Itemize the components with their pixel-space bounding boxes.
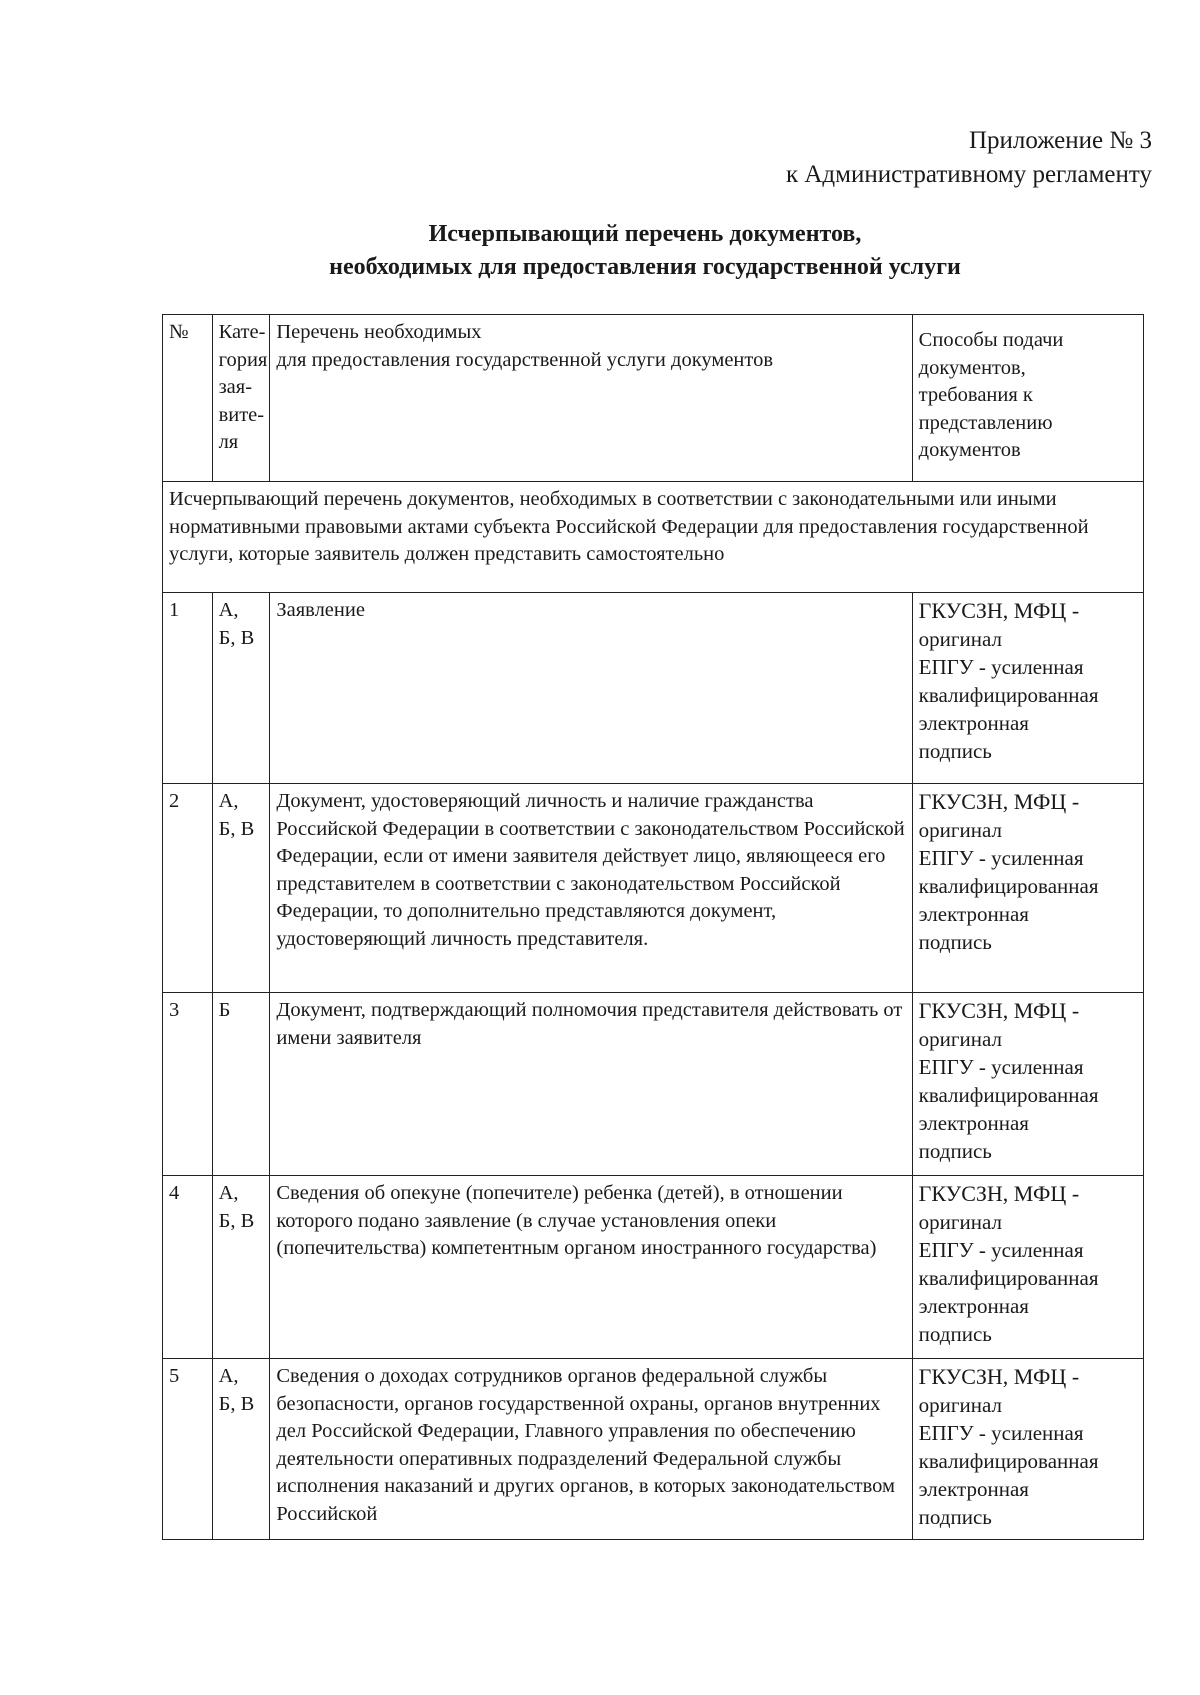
table-row	[163, 1176, 1144, 1359]
title-line-2: необходимых для предоставления государственной услуги	[329, 254, 961, 280]
row-ways	[912, 784, 1143, 993]
table-row	[163, 993, 1144, 1176]
row-num: 2	[163, 784, 213, 993]
document-title	[0, 218, 1200, 284]
table-row	[163, 784, 1144, 993]
row-ways-line1: ГКУСЗН, МФЦ -	[918, 789, 1080, 814]
appendix-number: Приложение № 3	[968, 127, 1152, 154]
row-num: 3	[163, 993, 213, 1176]
row-ways-rest: оригинал ЕПГУ - усиленная квалифицированная электронная подпись	[918, 1393, 1099, 1529]
row-ways-rest: оригинал ЕПГУ - усиленная квалифицированная электронная подпись	[918, 1027, 1099, 1163]
row-ways-rest: оригинал ЕПГУ - усиленная квалифицированная электронная подпись	[918, 1210, 1099, 1346]
header-category: Кате- гория зая- вите- ля	[212, 315, 270, 482]
table-header-row	[163, 315, 1144, 482]
section-row	[163, 482, 1144, 593]
row-category: А, Б, В	[212, 784, 270, 993]
row-ways-line1: ГКУСЗН, МФЦ -	[918, 1181, 1080, 1206]
title-line-1: Исчерпывающий перечень документов,	[428, 221, 862, 247]
row-document: Документ, подтверждающий полномочия представителя действовать от имени заявителя	[270, 993, 912, 1176]
row-category: А, Б, В	[212, 1359, 270, 1540]
row-document: Заявление	[270, 593, 912, 784]
row-ways-line1: ГКУСЗН, МФЦ -	[918, 998, 1080, 1023]
row-document: Сведения о доходах сотрудников органов федеральной службы безопасности, органов государственной охраны, органов внутренних дел Российской Федерации, Главного управления по обеспечению деятельности оперативных подразделений Федеральной службы исполнения наказаний и других органов, в которых законодательством Российской	[270, 1359, 912, 1540]
row-ways-line1: ГКУСЗН, МФЦ -	[918, 1364, 1080, 1389]
row-category: А, Б, В	[212, 593, 270, 784]
row-num: 5	[163, 1359, 213, 1540]
row-ways	[912, 1359, 1143, 1540]
documents-table	[162, 314, 1144, 1540]
row-ways-line1: ГКУСЗН, МФЦ -	[918, 598, 1080, 623]
row-category: А, Б, В	[212, 1176, 270, 1359]
row-category: Б	[212, 993, 270, 1176]
row-num: 1	[163, 593, 213, 784]
row-document: Сведения об опекуне (попечителе) ребенка (детей), в отношении которого подано заявление (в случае установления опеки (попечительства) компетентным органом иностранного государства)	[270, 1176, 912, 1359]
header-num: №	[163, 315, 213, 482]
appendix-header	[786, 124, 1152, 192]
row-ways	[912, 593, 1143, 784]
appendix-reference: к Административному регламенту	[785, 161, 1152, 188]
row-ways	[912, 1176, 1143, 1359]
header-documents: Перечень необходимых для предоставления государственной услуги документов	[270, 315, 912, 482]
header-ways: Способы подачи документов, требования к представлению документов	[912, 315, 1143, 482]
section-caption: Исчерпывающий перечень документов, необходимых в соответствии с законодательными или иными нормативными правовыми актами субъекта Российской Федерации для предоставления государственной услуги, которые заявитель должен представить самостоятельно	[163, 482, 1144, 593]
table-row	[163, 1359, 1144, 1540]
row-ways	[912, 993, 1143, 1176]
row-document: Документ, удостоверяющий личность и наличие гражданства Российской Федерации в соответствии с законодательством Российской Федерации, если от имени заявителя действует лицо, являющееся его представителем в соответствии с законодательством Российской Федерации, то дополнительно представляются документ, удостоверяющий личность представителя.	[270, 784, 912, 993]
row-ways-rest: оригинал ЕПГУ - усиленная квалифицированная электронная подпись	[918, 627, 1099, 763]
row-num: 4	[163, 1176, 213, 1359]
table-row	[163, 593, 1144, 784]
row-ways-rest: оригинал ЕПГУ - усиленная квалифицированная электронная подпись	[918, 818, 1099, 954]
